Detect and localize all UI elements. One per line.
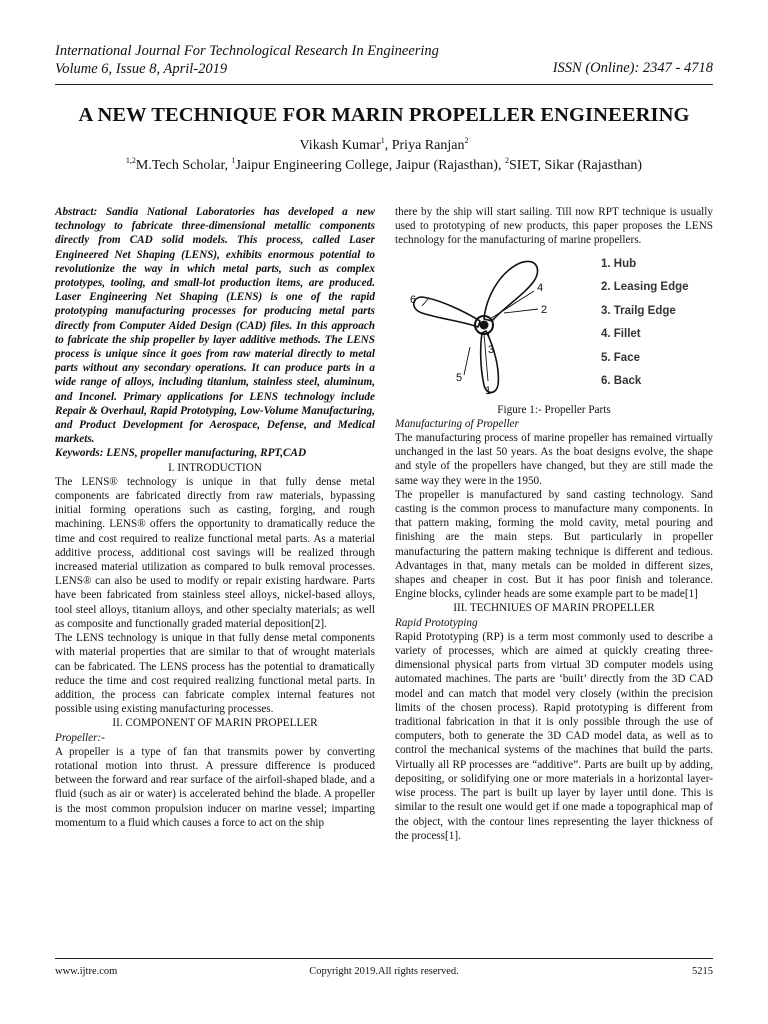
callout-6: 6: [410, 293, 417, 306]
journal-name: International Journal For Technological Research In Engineering: [55, 43, 439, 59]
subheading-rapid-prototyping: Rapid Prototyping: [395, 616, 478, 629]
section-heading-techniques: III. TECHNIUES OF MARIN PROPELLER: [453, 602, 655, 615]
section-heading-introduction: I. INTRODUCTION: [168, 461, 262, 474]
blade-lower: [481, 331, 499, 393]
callout-line-1: [484, 334, 488, 381]
callout-5: 5: [456, 371, 463, 384]
callout-2: 2: [541, 303, 548, 316]
manufacturing-paragraph-2: The propeller is manufactured by sand casting technology. Sand casting is the common process to manufacture many components. In that pattern making, forming the mold cavity, metal pouring and finishing are the main steps. But particularly in propeller manufacturing the pattern making technique is different and tedious. Advantages in that, many metals can be molded in different sizes, shapes and cheaper in cost. But it has poor finish and tolerance. Engine blocks, cylinder heads are some example part to be made[1]: [395, 488, 713, 601]
left-column: [55, 205, 375, 830]
author-1-marker: 1: [380, 136, 385, 145]
affil-text: SIET, Sikar (Rajasthan): [508, 158, 643, 173]
affiliations: [0, 158, 768, 174]
affil-text: M.Tech Scholar,: [135, 158, 232, 173]
figure-caption: Figure 1:- Propeller Parts: [497, 403, 611, 416]
author-2: , Priya Ranjan: [384, 138, 465, 153]
hub-inner: [480, 320, 489, 329]
author-1: Vikash Kumar: [299, 138, 381, 153]
manufacturing-paragraph-1: The manufacturing process of marine propeller has remained virtually unchanged in the last 50 years. As the boat designs evolve, the shape and style of the propellers have changed, but they are still made the same way they were in the 1950.: [395, 432, 713, 487]
callout-3: 3: [488, 343, 495, 356]
callout-line-6: [422, 299, 428, 306]
author-2-marker: 2: [464, 136, 469, 145]
header-divider: [55, 84, 713, 85]
right-column: [395, 205, 713, 843]
callout-4: 4: [537, 281, 544, 294]
intro-paragraph-1: The LENS® technology is unique in that fully dense metal components are fabricated directly from raw materials, bypassing initial forming operations such as casting, forging, and rough machining. LENS® offers the opportunity to dramatically reduce the time and cost required to realize functional metal parts. As a material additive process, additional cost savings will be realized through increased material utilization as compared to bulk removal processes. LENS® can also be used to modify or repair existing hardware. Parts have been fabricated from stainless steel alloys, nickel-based alloys, tool steel alloys, titanium alloys, and other specialty materials; as well as composite and functionally graded material deposition[2].: [55, 475, 375, 630]
blade-left: [414, 297, 480, 327]
rapid-prototyping-paragraph: Rapid Prototyping (RP) is a term most commonly used to describe a variety of processes, which are aimed at quickly creating three-dimensional physical parts from virtual 3D computer models using automated machines. The parts are ‘built’ directly from the 3D CAD model and can match that model very closely (within the precision limits of the chosen process). Rapid prototyping is different from traditional fabrication in that it is only possible through the use of computers, both to generate the 3D CAD model data, as well as to control the mechanical systems of the machines that build the parts. Virtually all RP processes are “additive”. Parts are built up by adding, depositing, or solidifying one or more materials in a horizontal layer-wise process. The part is built up layer by layer until done. This is similar to the result one would get if one made a topographical map of the object, with the contour lines representing the layer thickness of the process[1].: [395, 630, 713, 842]
legend-item: 1. Hub: [601, 257, 637, 270]
propeller-figure: [395, 251, 713, 401]
legend-item: 2. Leasing Edge: [601, 281, 689, 294]
subheading-manufacturing: Manufacturing of Propeller: [395, 417, 519, 430]
propeller-diagram: [400, 251, 595, 401]
legend-item: 3. Trailg Edge: [601, 304, 676, 317]
continued-paragraph: there by the ship will start sailing. Till now RPT technique is usually used to prototyping of new products, this paper proposes the LENS technology for the manufacturing of marine propellers.: [395, 206, 713, 247]
footer-copyright: Copyright 2019.All rights reserved.: [309, 966, 459, 977]
callout-1: 1: [485, 384, 492, 397]
paper-title: A NEW TECHNIQUE FOR MARIN PROPELLER ENGINEERING: [78, 104, 690, 126]
authors: [0, 138, 768, 154]
footer-website: www.ijtre.com: [55, 966, 118, 977]
legend-item: 6. Back: [601, 375, 642, 388]
legend-item: 4. Fillet: [601, 328, 641, 341]
page-number: 5215: [692, 966, 713, 977]
affil-marker: 2: [504, 156, 509, 165]
footer-divider: [55, 958, 713, 959]
callout-line-2: [504, 309, 538, 313]
intro-paragraph-2: The LENS technology is unique in that fully dense metal components with material properties that are similar to that of wrought materials can be fabricated. The LENS process has the potential to dramatically reduce the time and cost required realizing functional metal parts. In addition, the process can fabricate complex internal features not possible using existing manufacturing processes.: [55, 632, 375, 716]
figure-legend: [601, 253, 711, 394]
legend-item: 5. Face: [601, 351, 640, 364]
section-heading-component: II. COMPONENT OF MARIN PROPELLER: [112, 717, 318, 730]
issue-info: Volume 6, Issue 8, April-2019: [55, 61, 228, 77]
affil-marker: 1,2: [125, 156, 136, 165]
keywords: Keywords: LENS, propeller manufacturing, RPT,CAD: [55, 447, 307, 460]
callout-line-4: [490, 291, 534, 319]
issn: ISSN (Online): 2347 - 4718: [552, 60, 713, 76]
callout-line-5: [464, 347, 470, 375]
abstract: Abstract: Sandia National Laboratories has developed a new technology to fabricate three-dimensional metallic components directly from CAD solid models. This process, called Laser Engineered Net Shaping (LENS), exhibits enormous potential to revolutionize the way in which metal parts, such as complex prototypes, tooling, and small-lot production items, are produced. Laser Engineering Net Shaping (LENS) is one of the rapid prototyping manufacturing processes for producing metal parts directly from Computer Aided Design (CAD) files. In this approach to fabricate the ship propeller by layer additive methods. The LENS process is unique since it goes from raw material directly to metal parts without any secondary operations. It can produce parts in a wide range of alloys, including titanium, stainless steel, aluminum, and Inconel. Primary applications for LENS technology include Repair & Overhaul, Rapid Prototyping, Low-Volume Manufacturing, and Product Development for Aerospace, Defense, and Medical markets.: [55, 206, 375, 446]
propeller-paragraph: A propeller is a type of fan that transmits power by converting rotational motion into thrust. A pressure difference is produced between the forward and rear surface of the airfoil-shaped blade, and a fluid (such as air or water) is accelerated behind the blade. A propeller is the most common propulsion inducer on marine vessel; imparting momentum to a fluid which causes a force to act on the ship: [55, 745, 375, 829]
affil-marker: 1: [231, 156, 236, 165]
affil-text: Jaipur Engineering College, Jaipur (Rajasthan),: [235, 158, 505, 173]
subheading-propeller: Propeller:-: [55, 731, 105, 744]
